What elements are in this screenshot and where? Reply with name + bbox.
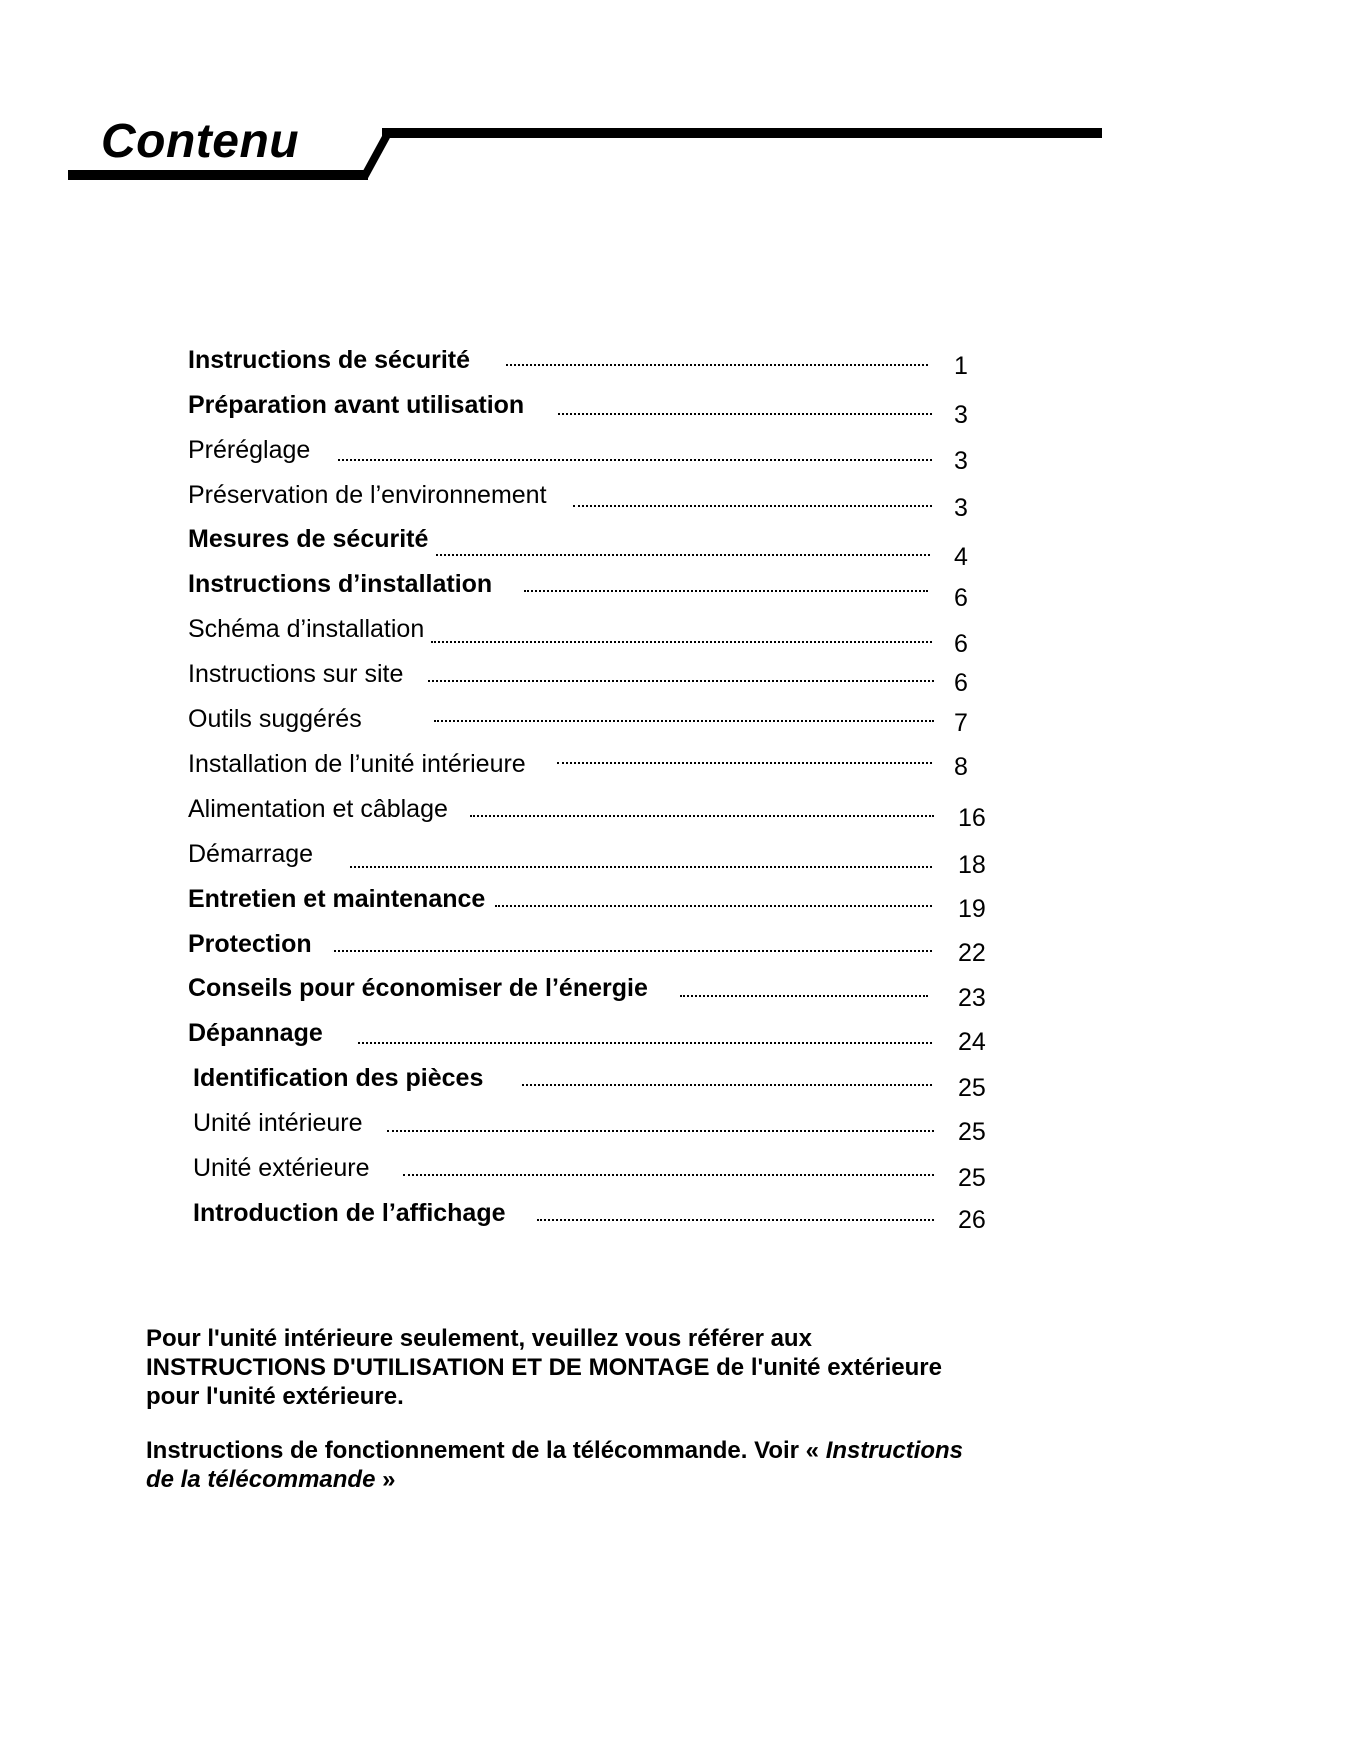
toc-page-number: 16 <box>958 804 986 832</box>
toc-leader <box>358 1042 932 1044</box>
toc-page-number: 3 <box>954 401 968 429</box>
toc-page-number: 7 <box>954 709 968 737</box>
toc-page-number: 19 <box>958 895 986 923</box>
toc-label: Unité intérieure <box>193 1109 363 1137</box>
toc-page-number: 8 <box>954 753 968 781</box>
toc-page-number: 6 <box>954 630 968 658</box>
toc-label: Préparation avant utilisation <box>188 391 525 419</box>
note-line: pour l'unité extérieure. <box>146 1383 404 1410</box>
toc-page-number: 1 <box>954 352 968 380</box>
toc-label: Identification des pièces <box>193 1064 484 1092</box>
toc-label: Instructions d’installation <box>188 570 493 598</box>
note-line: INSTRUCTIONS D'UTILISATION ET DE MONTAGE de l'unité extérieure <box>146 1354 942 1381</box>
note-italic-text: Instructions <box>825 1437 964 1464</box>
toc-label: Dépannage <box>188 1019 323 1047</box>
page-title: Contenu <box>101 115 300 168</box>
toc-label: Mesures de sécurité <box>188 525 429 553</box>
toc-label: Schéma d’installation <box>188 615 425 643</box>
toc-leader <box>680 995 928 997</box>
toc-leader <box>338 459 932 461</box>
toc-label: Instructions sur site <box>188 660 404 688</box>
note-line <box>146 1465 1246 1494</box>
toc-leader <box>436 554 930 556</box>
toc-leader <box>428 680 934 682</box>
toc-label: Préréglage <box>188 436 311 464</box>
toc-label: Démarrage <box>188 840 314 868</box>
toc-page-number: 25 <box>958 1074 986 1102</box>
toc-leader <box>573 505 932 507</box>
note-line <box>146 1436 1246 1465</box>
toc-label: Protection <box>188 930 312 958</box>
toc-label: Conseils pour économiser de l’énergie <box>188 974 648 1002</box>
toc-leader <box>557 762 932 764</box>
toc-leader <box>524 590 928 592</box>
note-indoor-unit <box>146 1324 1246 1411</box>
toc-label: Unité extérieure <box>193 1154 370 1182</box>
toc-page-number: 18 <box>958 851 986 879</box>
toc-leader <box>537 1219 934 1221</box>
toc-page-number: 4 <box>954 543 968 571</box>
toc-label: Entretien et maintenance <box>188 885 486 913</box>
toc-label: Instructions de sécurité <box>188 346 471 374</box>
toc-label: Installation de l’unité intérieure <box>188 750 526 778</box>
toc-label: Outils suggérés <box>188 705 362 733</box>
toc-leader <box>506 364 928 366</box>
toc-leader <box>470 815 934 817</box>
toc-page-number: 6 <box>954 669 968 697</box>
toc-leader <box>403 1174 934 1176</box>
note-text: » <box>375 1466 396 1493</box>
toc-label: Alimentation et câblage <box>188 795 448 823</box>
toc-page-number: 24 <box>958 1028 986 1056</box>
note-line: Pour l'unité intérieure seulement, veuillez vous référer aux <box>146 1325 812 1352</box>
toc-leader <box>431 641 932 643</box>
toc-leader <box>495 905 932 907</box>
toc-label: Introduction de l’affichage <box>193 1199 506 1227</box>
toc-leader <box>434 720 934 722</box>
note-text: Instructions de fonctionnement de la télécommande. Voir « <box>146 1437 826 1464</box>
note-remote-control <box>146 1436 1246 1494</box>
toc-page-number: 26 <box>958 1206 986 1234</box>
toc-page-number: 22 <box>958 939 986 967</box>
toc-page-number: 23 <box>958 984 986 1012</box>
toc-page-number: 3 <box>954 447 968 475</box>
toc-page-number: 6 <box>954 584 968 612</box>
toc-leader <box>350 866 932 868</box>
toc-leader <box>522 1084 932 1086</box>
toc-leader <box>334 950 932 952</box>
toc-label: Préservation de l’environnement <box>188 481 547 509</box>
toc-page-number: 25 <box>958 1118 986 1146</box>
note-italic-text: de la télécommande <box>146 1466 376 1493</box>
toc-page-number: 3 <box>954 494 968 522</box>
toc-page-number: 25 <box>958 1164 986 1192</box>
toc-leader <box>558 413 932 415</box>
toc-leader <box>387 1130 934 1132</box>
